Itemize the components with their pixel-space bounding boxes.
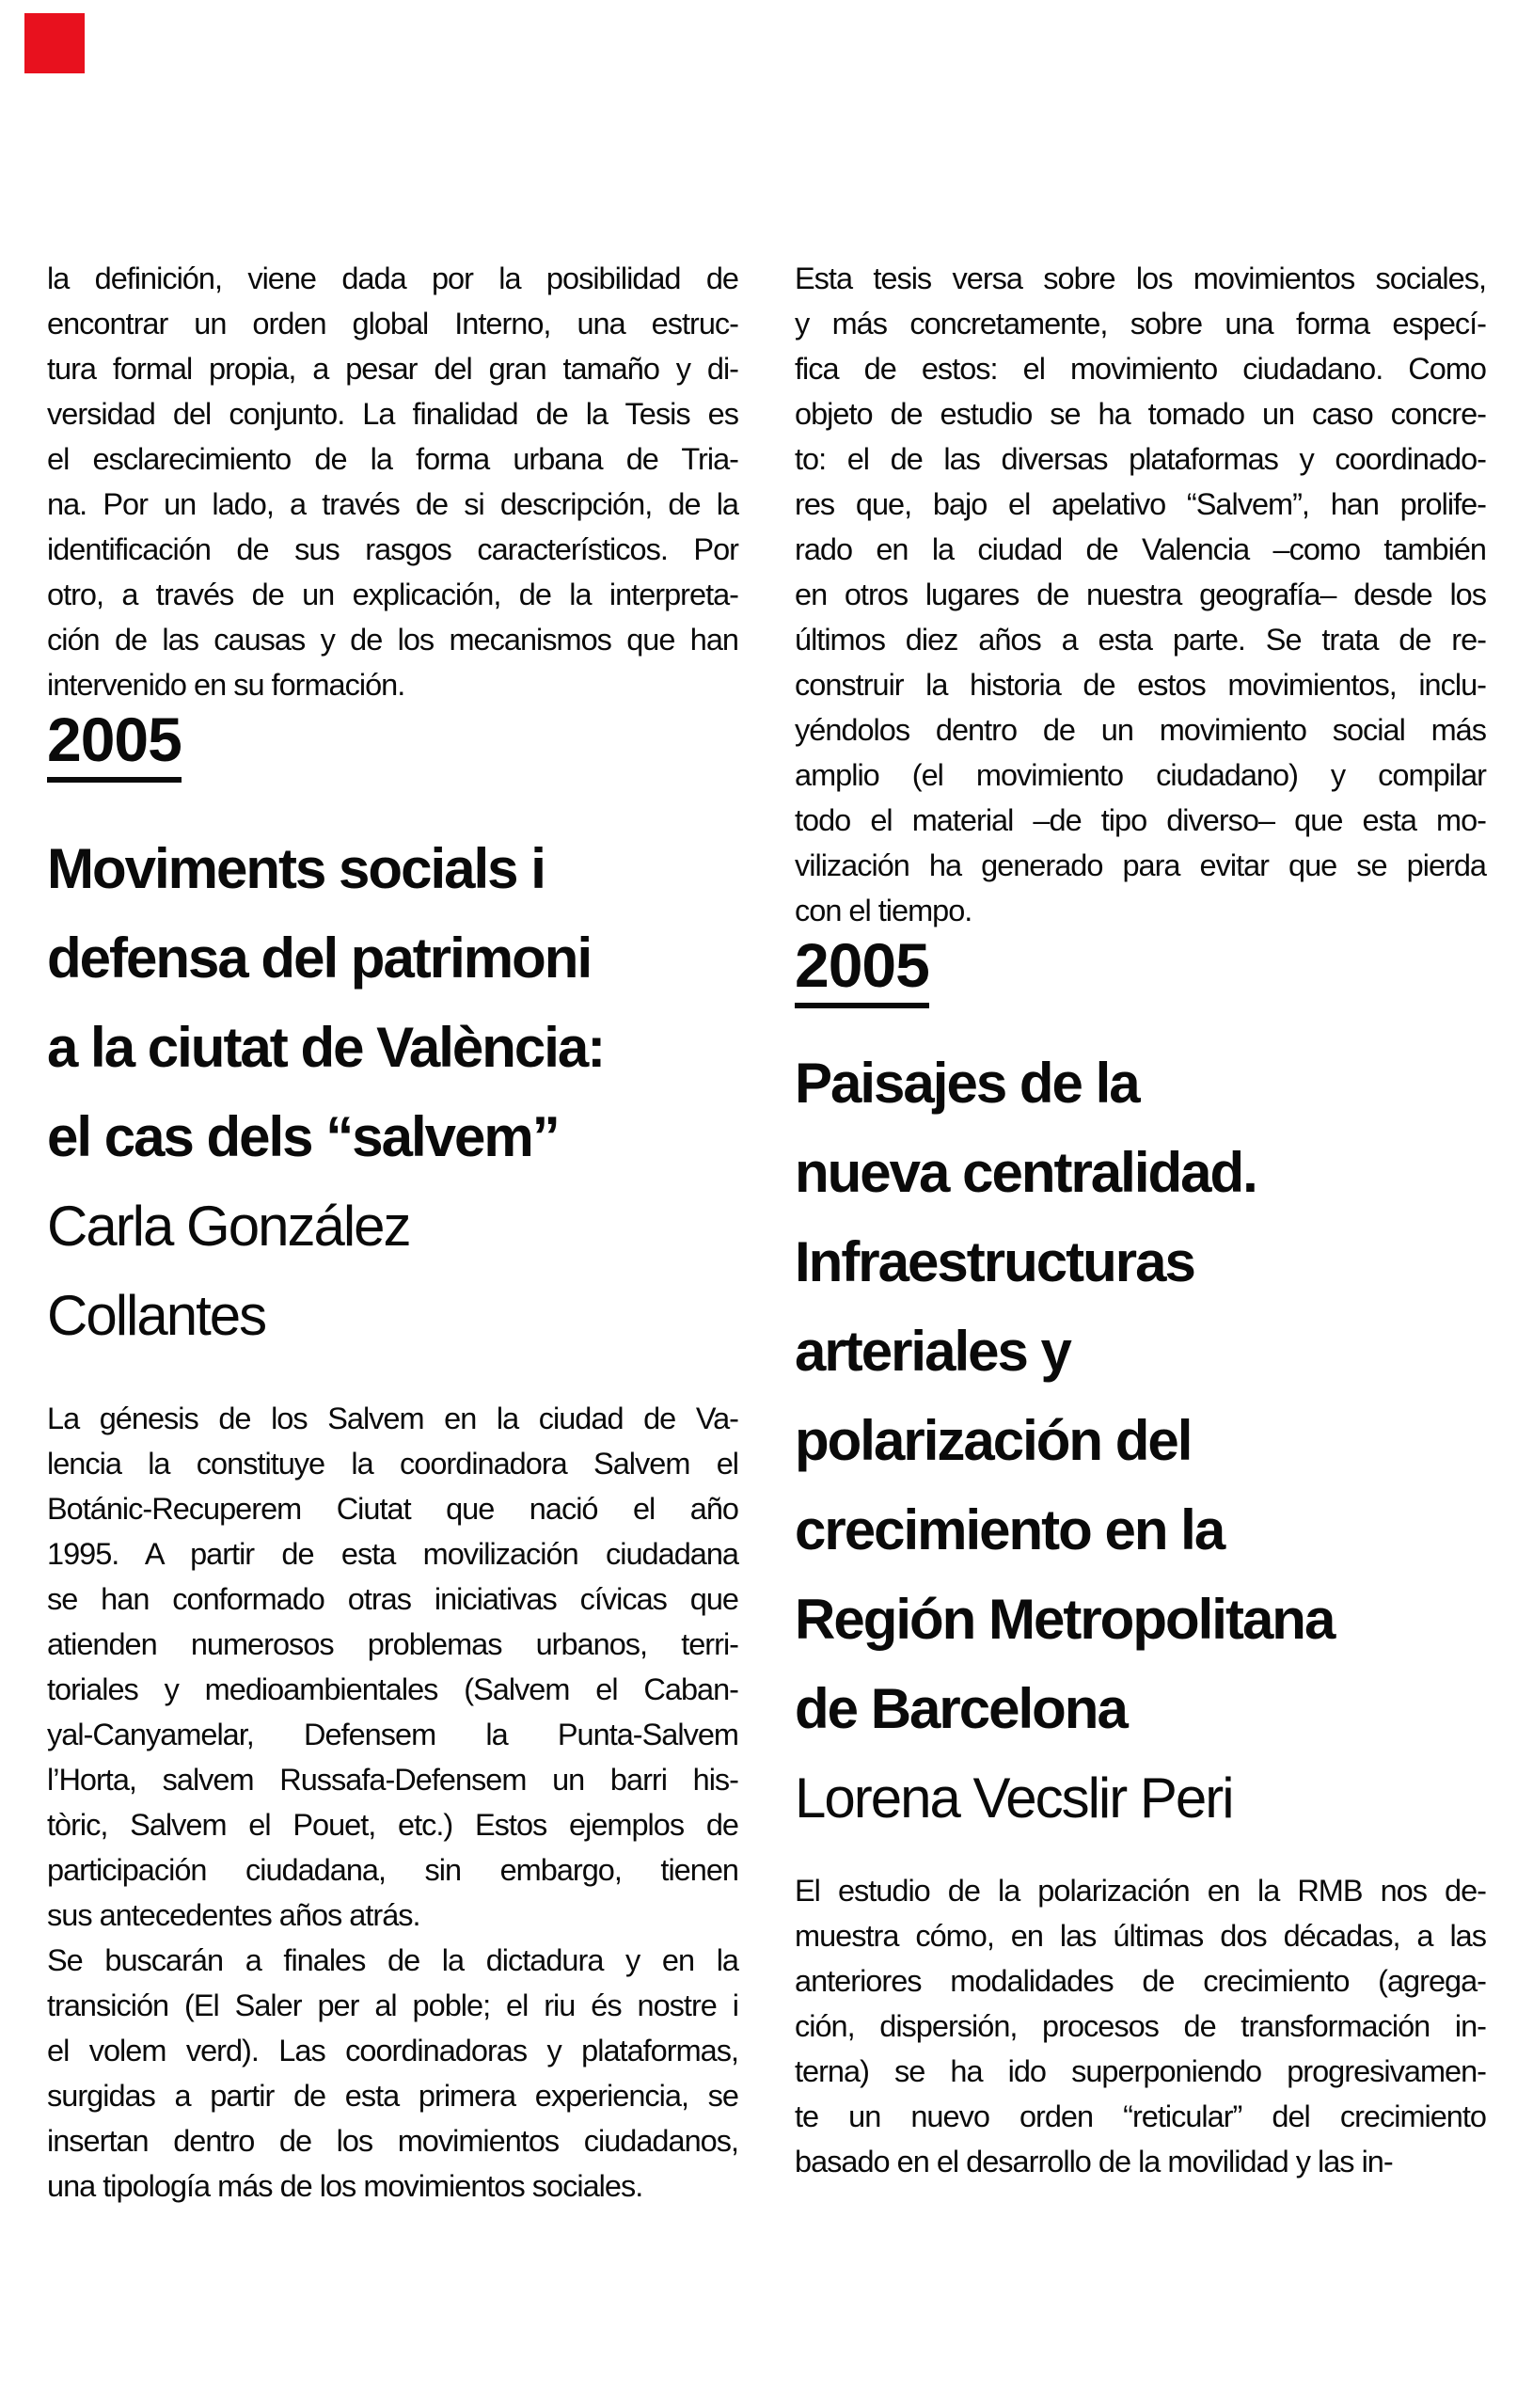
right-entry-title — [795, 1038, 1486, 1753]
text-line: anteriores modalidades de crecimiento (agrega- — [795, 1964, 1486, 1998]
text-line: últimos diez años a esta parte. Se trata de re- — [795, 623, 1486, 657]
text-line: intervenido en su formación. — [47, 668, 405, 702]
text-line: amplio (el movimiento ciudadano) y compilar — [795, 758, 1486, 792]
text-line: participación ciudadana, sin embargo, tienen — [47, 1853, 738, 1887]
text-line: Carla González — [47, 1195, 410, 1258]
text-line: res que, bajo el apelativo “Salvem”, han prolife- — [795, 487, 1486, 521]
text-line: l’Horta, salvem Russafa-Defensem un barri his- — [47, 1763, 738, 1797]
text-line: encontrar un orden global Interno, una estruc- — [47, 307, 738, 341]
right-column — [795, 0, 1486, 2408]
text-line: Se buscarán a finales de la dictadura y en la — [47, 1943, 738, 1977]
text-line: el volem verd). Las coordinadoras y plataformas, — [47, 2034, 738, 2067]
text-line: y más concretamente, sobre una forma especí- — [795, 307, 1486, 341]
text-line: te un nuevo orden “reticular” del crecimiento — [795, 2099, 1486, 2133]
text-line: Esta tesis versa sobre los movimientos sociales, — [795, 261, 1486, 295]
text-line: tura formal propia, a pesar del gran tamaño y di- — [47, 352, 738, 386]
text-line: polarización del — [795, 1409, 1192, 1472]
text-line: Paisajes de la — [795, 1052, 1139, 1115]
text-line: La génesis de los Salvem en la ciudad de Va- — [47, 1402, 738, 1435]
right-entry-year-block — [795, 930, 1486, 1008]
text-line: na. Por un lado, a través de si descripción, de la — [47, 487, 738, 521]
text-line: lencia la constituye la coordinadora Salvem el — [47, 1447, 738, 1481]
left-intro-paragraph — [47, 256, 738, 707]
text-line: construir la historia de estos movimientos, inclu- — [795, 668, 1486, 702]
left-entry-title — [47, 824, 738, 1181]
text-line: la definición, viene dada por la posibilidad de — [47, 261, 738, 295]
text-line: el cas dels “salvem” — [47, 1105, 559, 1168]
text-line: muestra cómo, en las últimas dos décadas, a las — [795, 1919, 1486, 1953]
text-line: ción, dispersión, procesos de transformación in- — [795, 2009, 1486, 2043]
text-line: Región Metropolitana — [795, 1588, 1335, 1651]
text-line: otro, a través de un explicación, de la interpreta- — [47, 578, 738, 611]
right-intro-paragraph — [795, 256, 1486, 933]
text-line: defensa del patrimoni — [47, 927, 592, 990]
text-line: El estudio de la polarización en la RMB nos de- — [795, 1874, 1486, 1908]
text-line: todo el material –de tipo diverso– que esta mo- — [795, 803, 1486, 837]
text-line: terna) se ha ido superponiendo progresivamen- — [795, 2054, 1486, 2088]
text-line: toriales y medioambientales (Salvem el Caban- — [47, 1672, 738, 1706]
text-line: Infraestructuras — [795, 1230, 1194, 1293]
paragraph — [47, 1938, 738, 2209]
text-line: Lorena Vecslir Peri — [795, 1766, 1233, 1830]
entry-year: 2005 — [795, 934, 929, 1008]
left-entry-abstract — [47, 1396, 738, 2209]
text-line: identificación de sus rasgos característicos. Por — [47, 532, 738, 566]
text-line: arteriales y — [795, 1320, 1070, 1383]
text-line: Collantes — [47, 1284, 266, 1347]
text-line: una tipología más de los movimientos sociales. — [47, 2169, 643, 2203]
text-line: versidad del conjunto. La finalidad de la Tesis es — [47, 397, 738, 431]
right-entry-abstract — [795, 1868, 1486, 2184]
text-line: rado en la ciudad de Valencia –como también — [795, 532, 1486, 566]
text-line: en otros lugares de nuestra geografía– desde los — [795, 578, 1486, 611]
text-line: Moviments socials i — [47, 837, 545, 900]
text-line: objeto de estudio se ha tomado un caso concre- — [795, 397, 1486, 431]
right-entry-author — [795, 1753, 1486, 1843]
text-line: el esclarecimiento de la forma urbana de Tria- — [47, 442, 738, 476]
left-entry-year-block — [47, 705, 738, 783]
text-line: insertan dentro de los movimientos ciudadanos, — [47, 2124, 738, 2158]
text-line: a la ciutat de València: — [47, 1016, 605, 1079]
text-line: vilización ha generado para evitar que se pierda — [795, 848, 1486, 882]
paragraph — [47, 1396, 738, 1938]
text-line: crecimiento en la — [795, 1498, 1225, 1561]
text-line: transición (El Saler per al poble; el riu és nostre i — [47, 1988, 738, 2022]
text-line: sus antecedentes años atrás. — [47, 1898, 420, 1932]
text-line: ción de las causas y de los mecanismos que han — [47, 623, 738, 657]
text-line: to: el de las diversas plataformas y coordinado- — [795, 442, 1486, 476]
paragraph — [47, 256, 738, 707]
text-line: 1995. A partir de esta movilización ciudadana — [47, 1537, 738, 1571]
text-line: surgidas a partir de esta primera experiencia, se — [47, 2079, 738, 2113]
text-line: de Barcelona — [795, 1677, 1127, 1740]
text-line: nueva centralidad. — [795, 1141, 1256, 1204]
left-column — [47, 0, 738, 2408]
text-line: con el tiempo. — [795, 894, 972, 927]
text-line: yal-Canyamelar, Defensem la Punta-Salvem — [47, 1718, 738, 1751]
paragraph — [795, 1868, 1486, 2184]
text-line: se han conformado otras iniciativas cívicas que — [47, 1582, 738, 1616]
text-line: basado en el desarrollo de la movilidad y las in- — [795, 2145, 1393, 2178]
paragraph — [795, 256, 1486, 933]
left-entry-author — [47, 1181, 738, 1360]
text-line: atienden numerosos problemas urbanos, terri- — [47, 1627, 738, 1661]
text-line: tòric, Salvem el Pouet, etc.) Estos ejemplos de — [47, 1808, 738, 1842]
text-line: fica de estos: el movimiento ciudadano. Como — [795, 352, 1486, 386]
entry-year: 2005 — [47, 708, 182, 783]
text-line: Botánic-Recuperem Ciutat que nació el año — [47, 1492, 738, 1526]
text-line: yéndolos dentro de un movimiento social más — [795, 713, 1486, 747]
